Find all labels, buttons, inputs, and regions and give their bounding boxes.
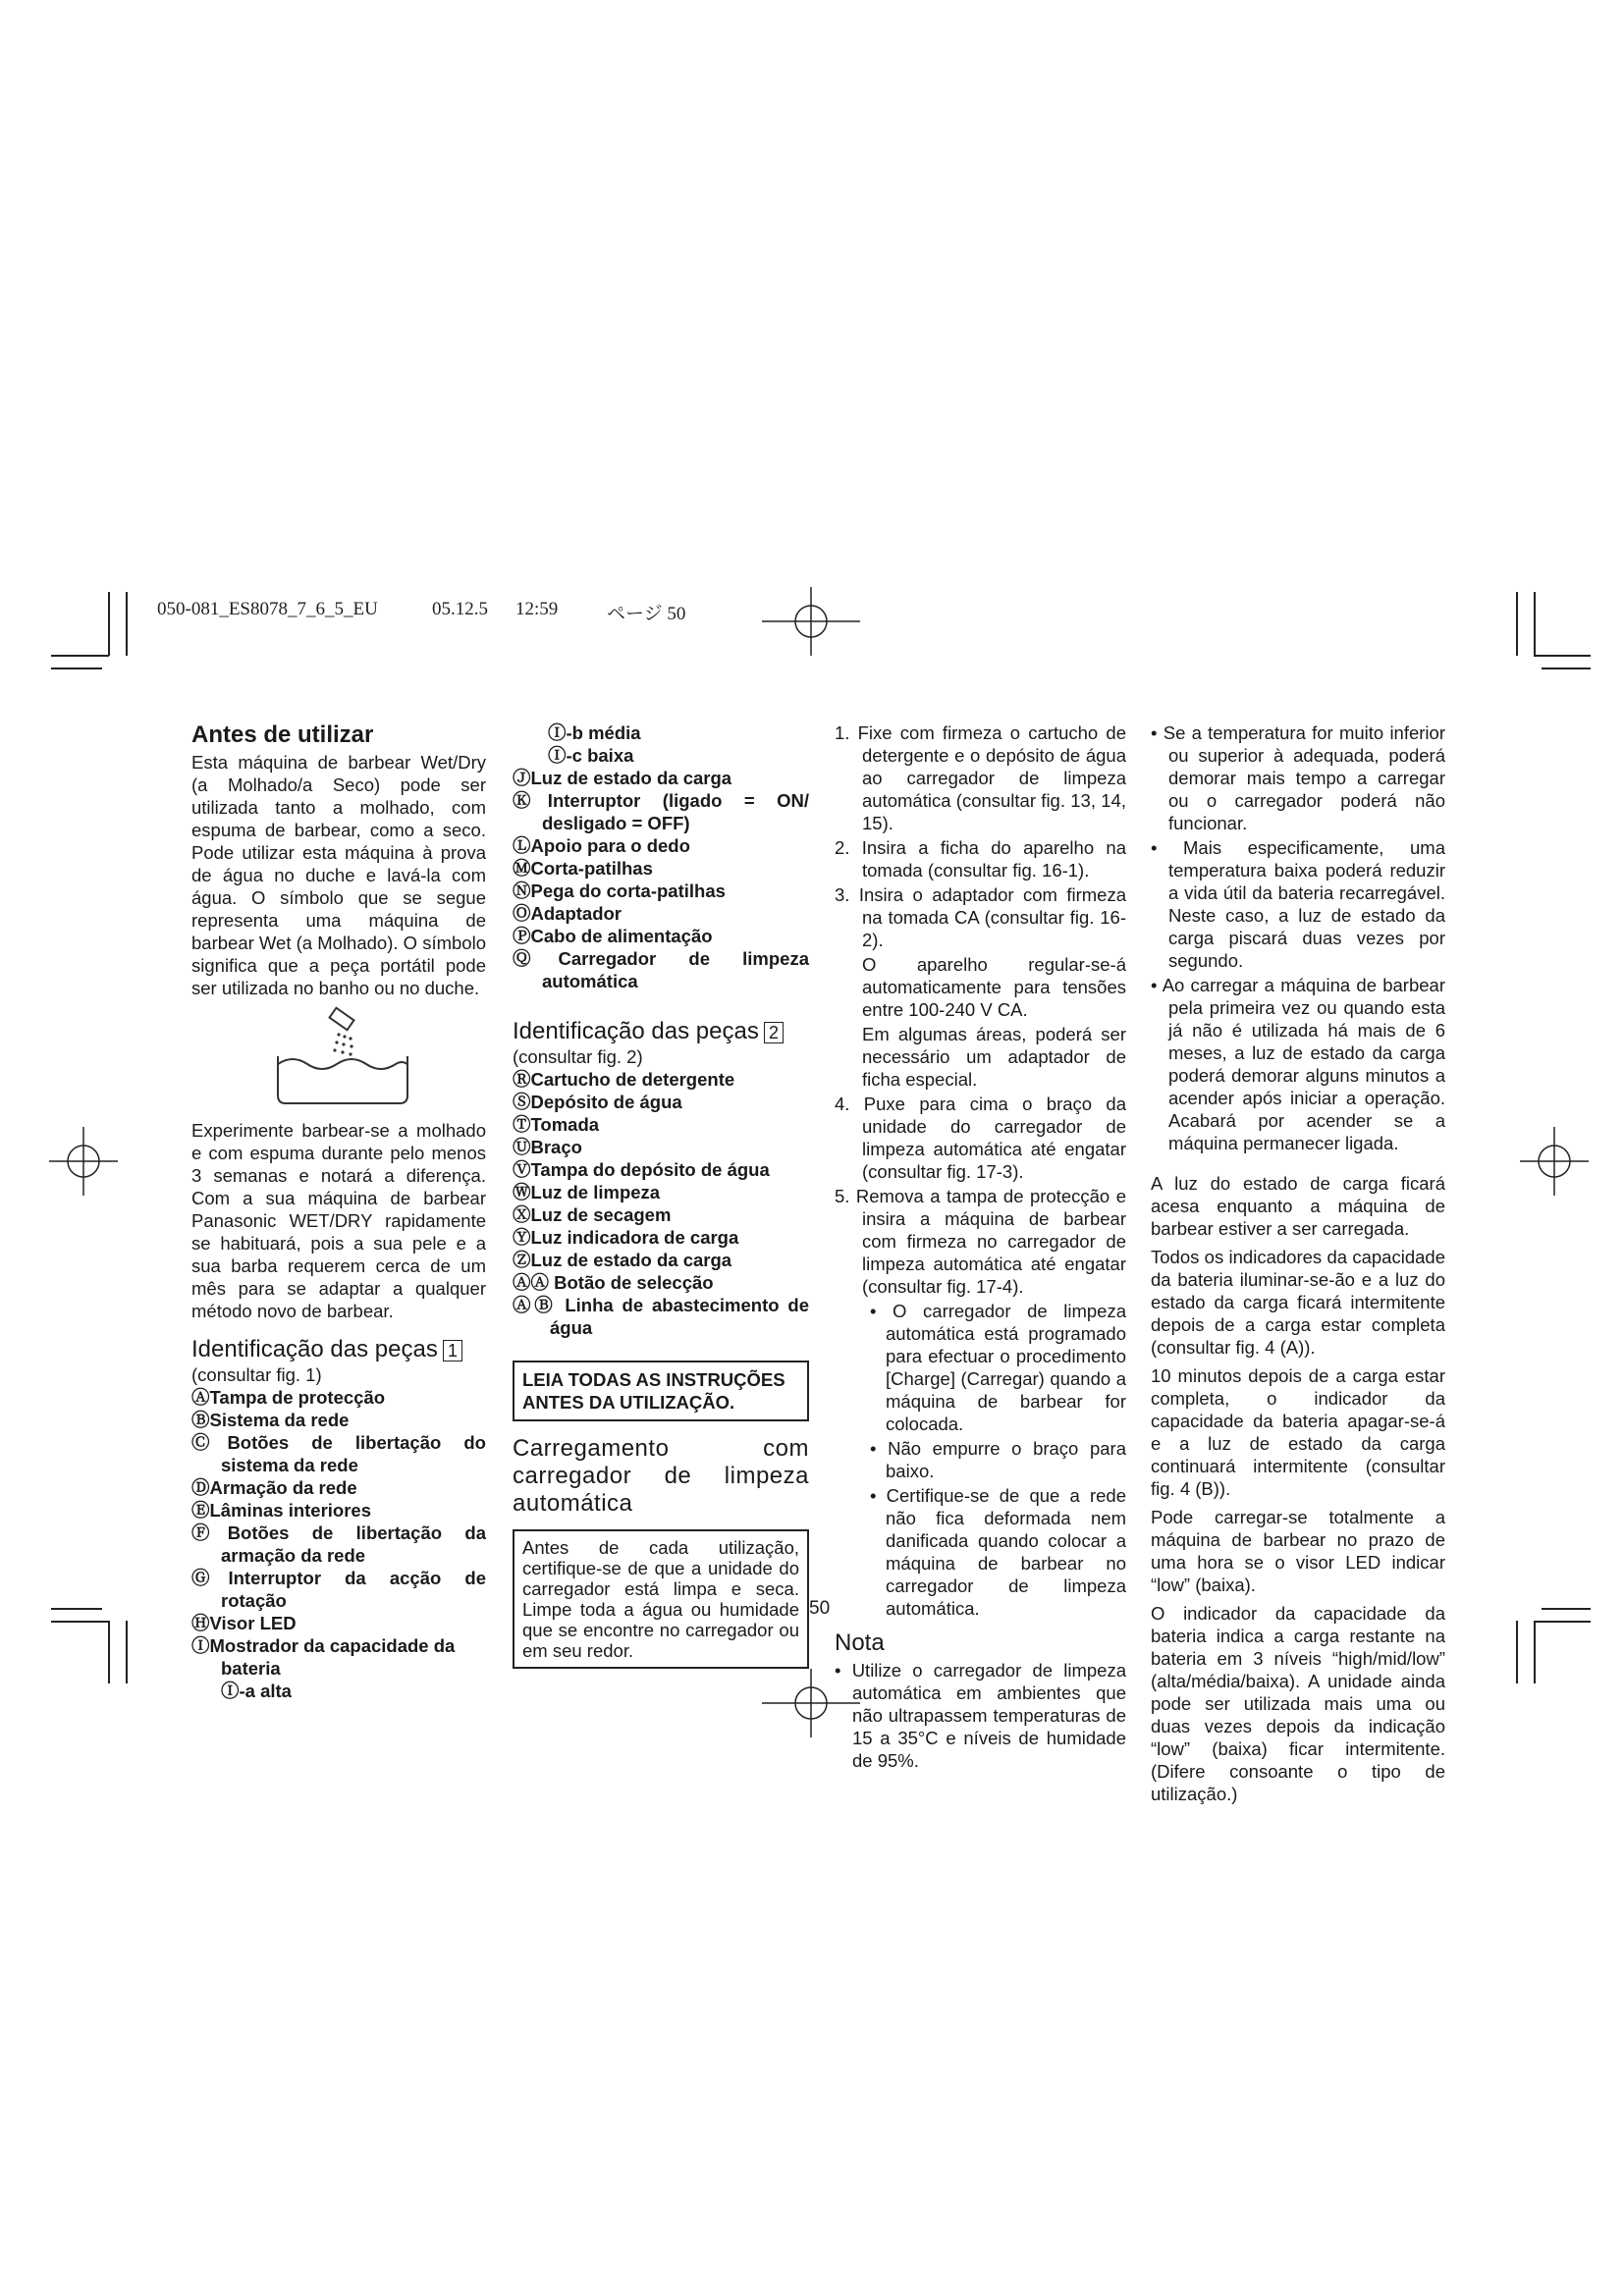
part-item-sub: Ⓘ-a alta — [221, 1681, 292, 1701]
part-item: ⒻBotões de libertação da — [191, 1522, 486, 1543]
part-item: ⒹArmação da rede — [191, 1477, 357, 1498]
ident1-ref: (consultar fig. 1) — [191, 1364, 322, 1385]
charge-paragraph: 10 minutos depois de a carga estar completa, o indicador da capacidade da bateria apagar-se-á e a luz de estado da carga continuará intermitente (consultar fig. 4 (B)). — [1151, 1365, 1445, 1499]
step-2: 2. Insira a ficha do aparelho na tomada (consultar fig. 16-1). — [835, 837, 1126, 881]
temperature-bullet: • Se a temperatura for muito inferior ou superior à adequada, poderá demorar mais tempo a carregar ou o carregador poderá não funcionar. — [1151, 722, 1445, 833]
step-5-bullet: • Não empurre o braço para baixo. — [870, 1438, 1126, 1481]
part-item: ⓇCartucho de detergente — [513, 1069, 735, 1090]
ident2-ref: (consultar fig. 2) — [513, 1046, 643, 1067]
step-3-note-adapter: Em algumas áreas, poderá ser necessário um adaptador de ficha especial. — [862, 1024, 1126, 1090]
column-1 — [191, 721, 486, 1702]
print-file-name: 050-081_ES8078_7_6_5_EU — [157, 599, 378, 619]
charge-paragraph: A luz do estado de carga ficará acesa enquanto a máquina de barbear estiver a ser carregada. — [1151, 1173, 1445, 1239]
part-item: ⒿLuz de estado da carga — [513, 768, 732, 788]
column-2 — [513, 721, 809, 1669]
part-item: ⒶTampa de protecção — [191, 1387, 386, 1408]
part-item: ⓁApoio para o dedo — [513, 835, 690, 856]
part-item: ⒼInterruptor da acção de — [191, 1568, 486, 1588]
part-item: ⓍLuz de secagem — [513, 1204, 672, 1225]
nota-title: Nota — [835, 1629, 885, 1656]
antes-title: Antes de utilizar — [191, 721, 374, 748]
step-5-bullet: • Certifique-se de que a rede não fica deformada nem danificada quando colocar a máquina de barbear no carregador de limpeza automática. — [870, 1485, 1126, 1619]
part-item: ⓃPega do corta-patilhas — [513, 881, 726, 901]
part-item: ⓈDepósito de água — [513, 1092, 682, 1112]
registration-mark-left — [49, 1127, 118, 1196]
part-item: ⓉTomada — [513, 1114, 600, 1135]
temperature-bullet: • Mais especificamente, uma temperatura baixa poderá reduzir a vida útil da bateria recarregável. Neste caso, a luz de estado da carga piscará duas vezes por segundo. — [1151, 837, 1445, 971]
part-item: ⓊBraço — [513, 1137, 582, 1157]
part-item: ⒶⒶ Botão de selecção — [513, 1272, 714, 1293]
part-item: ⓋTampa do depósito de água — [513, 1159, 770, 1180]
shower-bath-icon — [191, 1005, 486, 1113]
part-item: ⓅCabo de alimentação — [513, 926, 713, 946]
charge-paragraph: O indicador da capacidade da bateria indica a carga restante na bateria em 3 níveis “high/mid/low” (alta/média/baixa). A unidade ainda pode ser utilizada mais uma ou duas vezes depois da indicação “low” (baixa) ficar intermitente. (Difere consoante o tipo de utilização.) — [1151, 1603, 1445, 1804]
column-3 — [835, 721, 1126, 1774]
page-number: 50 — [809, 1598, 831, 1619]
part-item: ⒽVisor LED — [191, 1613, 297, 1633]
part-item: ⓌLuz de limpeza — [513, 1182, 661, 1202]
experimente-paragraph: Experimente barbear-se a molhado e com espuma durante pelo menos 3 semanas e notará a diferença. Com a sua máquina de barbear Panasonic WET/DRY rapidamente se habituará, pois a sua pele e a sua barba requerem cerca de um mês para se adaptar a qualquer método novo de barbear. — [191, 1120, 486, 1321]
part-item: ⒾMostrador da capacidade da — [191, 1635, 456, 1656]
step-4: 4. Puxe para cima o braço da unidade do carregador de limpeza automática até engatar (consultar fig. 17-3). — [835, 1094, 1126, 1182]
part-item: ⒺLâminas interiores — [191, 1500, 372, 1521]
part-item: ⓏLuz de estado da carga — [513, 1250, 732, 1270]
step-3-note-voltage: O aparelho regular-se-á automaticamente para tensões entre 100-240 V CA. — [862, 954, 1126, 1020]
charge-paragraph: Pode carregar-se totalmente a máquina de barbear no prazo de uma hora se o visor LED indicar “low” (baixa). — [1151, 1507, 1445, 1595]
ident2-number: 2 — [764, 1022, 784, 1043]
ident1-number: 1 — [443, 1340, 462, 1362]
part-item-cont: automática — [542, 971, 638, 991]
ident1-title: Identificação das peças — [191, 1336, 438, 1362]
part-item-cont: sistema da rede — [221, 1455, 358, 1475]
ident2-title: Identificação das peças — [513, 1018, 759, 1044]
first-charge-bullet: • Ao carregar a máquina de barbear pela primeira vez ou quando esta já não é utilizada há mais de 6 meses, a luz de estado da carga poderá demorar alguns minutos a acender após iniciar a operação. Acabará por acender se a máquina permanecer ligada. — [1151, 975, 1445, 1153]
print-page-ref: ページ 50 — [607, 604, 686, 624]
part-item-cont: bateria — [221, 1658, 281, 1679]
column-4 — [1151, 721, 1445, 1811]
part-item: ⓆCarregador de limpeza — [513, 948, 809, 969]
step-5-bullet: • O carregador de limpeza automática está programado para efectuar o procedimento [Charge] (Carregar) quando a máquina de barbear for colocada. — [870, 1301, 1126, 1434]
part-item-cont: rotação — [221, 1590, 287, 1611]
step-3: 3. Insira o adaptador com firmeza na tomada CA (consultar fig. 16-2). — [835, 884, 1126, 950]
step-5: 5. Remova a tampa de protecção e insira a máquina de barbear com firmeza no carregador de limpeza automática até engatar (consultar fig. 17-4). — [835, 1186, 1126, 1297]
print-time: 12:59 — [515, 599, 559, 619]
step-1: 1. Fixe com firmeza o cartucho de detergente e o depósito de água ao carregador de limpeza automática (consultar fig. 13, 14, 15). — [835, 722, 1126, 833]
cleanliness-box — [513, 1529, 809, 1669]
registration-mark-top — [762, 587, 860, 656]
charge-paragraph: Todos os indicadores da capacidade da bateria iluminar-se-ão e a luz do estado da carga ficará intermitente depois de a carga estar completa (consultar fig. 4 (A)). — [1151, 1247, 1445, 1358]
part-item-cont: água — [550, 1317, 593, 1338]
part-item-sub: Ⓘ-b média — [548, 722, 641, 743]
part-item: ⒶⒷ Linha de abastecimento de — [513, 1295, 809, 1315]
cleanliness-text: Antes de cada utilização, certifique-se de que a unidade do carregador está limpa e seca. Limpe toda a água ou humidade que se encontre no carregador ou em seu redor. — [522, 1537, 799, 1661]
warning-text: LEIA TODAS AS INSTRUÇÕES ANTES DA UTILIZAÇÃO. — [522, 1369, 785, 1413]
part-item-cont: desligado = OFF) — [542, 813, 690, 833]
warning-box — [513, 1361, 809, 1421]
nota-text: • Utilize o carregador de limpeza automática em ambientes que não ultrapassem temperaturas de 15 a 35°C e níveis de humidade de 95%. — [835, 1660, 1126, 1771]
antes-paragraph: Esta máquina de barbear Wet/Dry (a Molhado/a Seco) pode ser utilizada tanto a molhado, com espuma de barbear, como a seco. Pode utilizar esta máquina à prova de água no duche e lavá-la com água. O símbolo que se segue representa uma máquina de barbear Wet (a Molhado). O símbolo significa que a peça portátil pode ser utilizada no banho ou no duche. — [191, 752, 486, 998]
charging-title: Carregamento com carregador de limpeza automática — [513, 1435, 809, 1517]
part-item: ⓄAdaptador — [513, 903, 623, 924]
part-item: ⒸBotões de libertação do — [191, 1432, 486, 1453]
part-item-cont: armação da rede — [221, 1545, 366, 1566]
part-item-sub: Ⓘ-c baixa — [548, 745, 634, 766]
part-item: ⓂCorta-patilhas — [513, 858, 653, 879]
part-item: ⓀInterruptor (ligado = ON/ — [513, 790, 809, 811]
registration-mark-right — [1520, 1127, 1589, 1196]
print-date: 05.12.5 — [432, 599, 488, 619]
part-item: ⒷSistema da rede — [191, 1410, 350, 1430]
part-item: ⓎLuz indicadora de carga — [513, 1227, 739, 1248]
